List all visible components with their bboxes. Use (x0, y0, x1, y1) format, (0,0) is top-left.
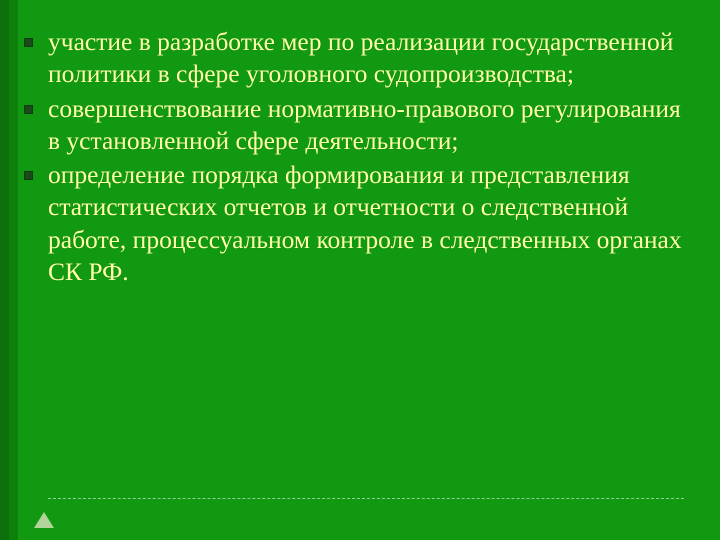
footer-divider (48, 498, 684, 500)
list-item (22, 159, 694, 288)
list-item (22, 26, 694, 91)
square-bullet-icon (24, 38, 33, 47)
list-item-text: определение порядка формирования и представления статистических отчетов и отчетности о следственной работе, процессуальном контроле в следственных органах СК РФ. (48, 160, 682, 286)
list-item-text: совершенствование нормативно-правового регулирования в установленной сфере деятельности; (48, 93, 681, 155)
slide-content (22, 26, 694, 290)
list-item-text: участие в разработке мер по реализации государственной политики в сфере уголовного судопроизводства; (48, 27, 674, 89)
left-decorative-strip-inner (0, 0, 9, 540)
square-bullet-icon (24, 171, 33, 180)
square-bullet-icon (24, 105, 33, 114)
bullet-list (22, 26, 694, 288)
triangle-decoration-icon (34, 512, 54, 528)
left-decorative-strip (0, 0, 18, 540)
list-item (22, 93, 694, 158)
